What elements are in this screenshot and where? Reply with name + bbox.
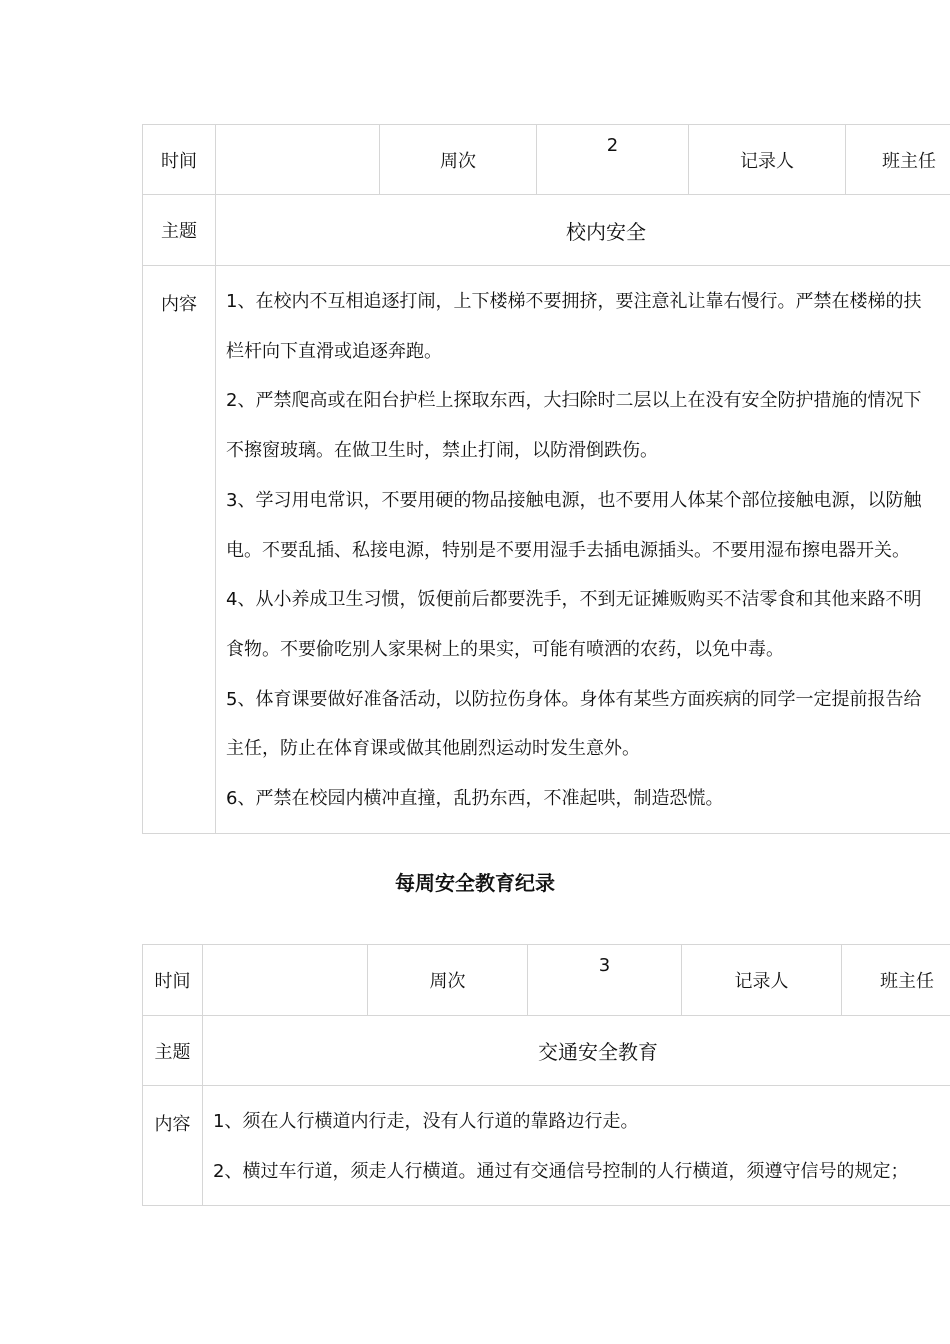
subject-label: 主题 xyxy=(143,1016,203,1086)
content-line: 1、在校内不互相追逐打闹，上下楼梯不要拥挤，要注意礼让靠右慢行。严禁在楼梯的扶 xyxy=(226,291,922,312)
recorder-label: 记录人 xyxy=(682,945,842,1016)
content-line: 栏杆向下直滑或追逐奔跑。 xyxy=(226,340,442,362)
header-row xyxy=(143,125,950,195)
header-row xyxy=(143,945,950,1016)
content-line: 电。不要乱插、私接电源，特别是不要用湿手去插电源插头。不要用湿布擦电器开关。 xyxy=(226,539,910,561)
content-text xyxy=(203,1086,950,1206)
content-line: 主任，防止在体育课或做其他剧烈运动时发生意外。 xyxy=(226,738,640,760)
time-value xyxy=(203,945,368,1016)
content-line: 2、严禁爬高或在阳台护栏上探取东西，大扫除时二层以上在没有安全防护措施的情况下 xyxy=(226,390,922,412)
time-label: 时间 xyxy=(143,945,203,1016)
subject-value: 校内安全 xyxy=(216,195,950,266)
week-label: 周次 xyxy=(368,945,528,1016)
content-line: 3、学习用电常识，不要用硬的物品接触电源，也不要用人体某个部位接触电源，以防触 xyxy=(226,489,922,511)
time-label: 时间 xyxy=(143,125,216,195)
weekly-record-table xyxy=(142,944,950,1206)
week-value: 3 xyxy=(528,945,682,1016)
content-row xyxy=(143,266,950,834)
content-line: 5、体育课要做好准备活动，以防拉伤身体。身体有某些方面疾病的同学一定提前报告给 xyxy=(226,688,922,710)
content-line: 不擦窗玻璃。在做卫生时，禁止打闹，以防滑倒跌伤。 xyxy=(226,440,658,462)
content-text xyxy=(216,266,950,834)
week-label: 周次 xyxy=(380,125,537,195)
content-line: 食物。不要偷吃别人家果树上的果实，可能有喷洒的农药，以免中毒。 xyxy=(226,638,784,660)
content-label: 内容 xyxy=(143,266,216,834)
content-label: 内容 xyxy=(143,1086,203,1206)
recorder-value: 班主任 xyxy=(842,945,950,1016)
content-line: 6、严禁在校园内横冲直撞，乱扔东西，不准起哄，制造恐慌。 xyxy=(226,788,724,810)
content-row xyxy=(143,1086,950,1206)
subject-row xyxy=(143,195,950,266)
weekly-record-table xyxy=(142,124,950,834)
content-line: 2、横过车行道，须走人行横道。通过有交通信号控制的人行横道，须遵守信号的规定； xyxy=(213,1160,909,1182)
section-title: 每周安全教育纪录 xyxy=(395,871,555,895)
time-value xyxy=(216,125,380,195)
subject-row xyxy=(143,1016,950,1086)
subject-value: 交通安全教育 xyxy=(203,1016,950,1086)
content-line: 4、从小养成卫生习惯，饭便前后都要洗手，不到无证摊贩购买不洁零食和其他来路不明 xyxy=(226,589,922,611)
recorder-value: 班主任 xyxy=(846,125,950,195)
recorder-label: 记录人 xyxy=(689,125,846,195)
subject-label: 主题 xyxy=(143,195,216,266)
content-line: 1、须在人行横道内行走，没有人行道的靠路边行走。 xyxy=(213,1111,639,1132)
week-value: 2 xyxy=(537,125,689,195)
